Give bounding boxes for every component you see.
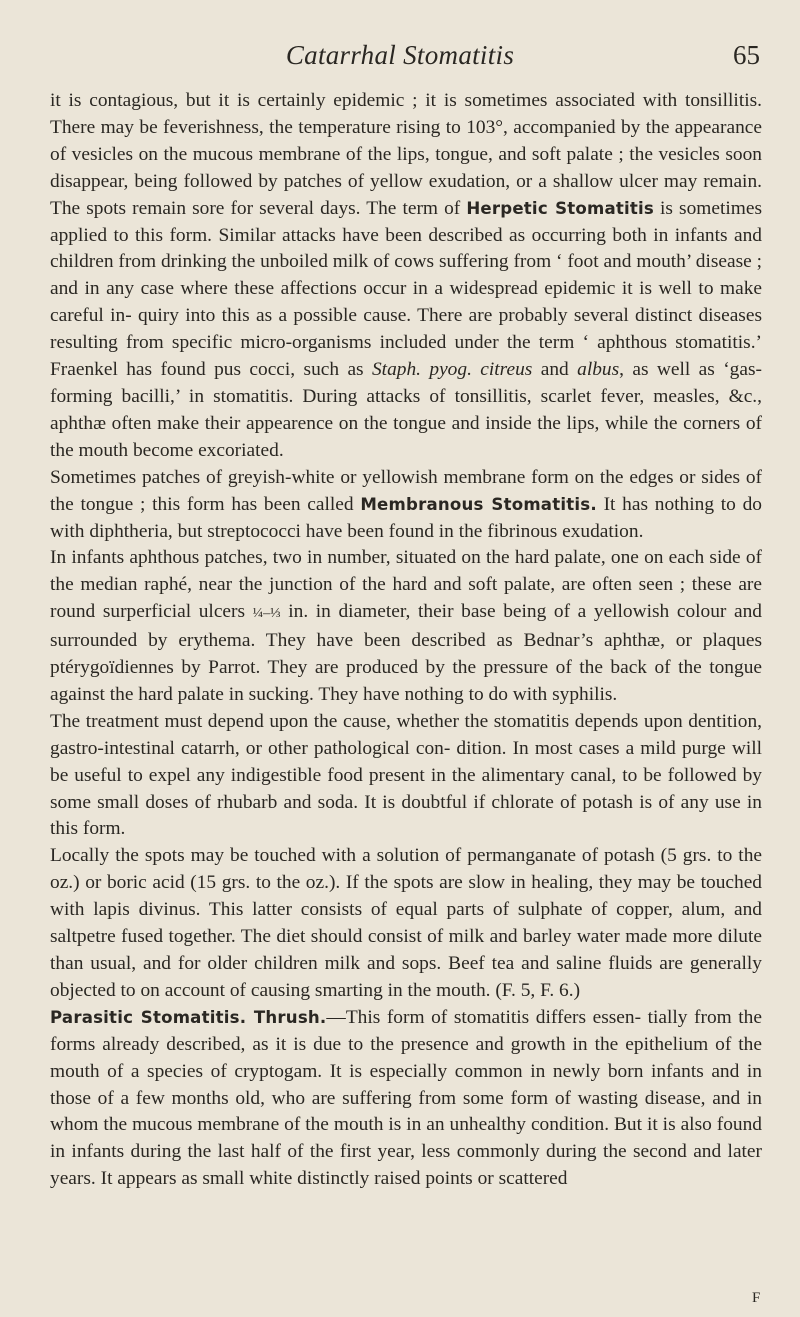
text-run: , as well as ‘gas-forming bacilli,’ in stomatitis. During attacks of tonsillitis, scarlet fever, measles, &c., aphthæ often make their appearence on the tongue and inside the lips, while the corners of the mouth become excoriated. bbox=[50, 359, 762, 461]
italic-term: Staph. pyog. citreus bbox=[371, 359, 533, 381]
paragraph-p2 bbox=[50, 465, 762, 546]
section-term: Membranous Stomatitis. bbox=[360, 494, 597, 514]
page-number: 65 bbox=[733, 40, 760, 70]
text-run: —This form of stomatitis differs essen- tially from the forms already described, as it is due to the presence and growth in the epithelium of the mouth of a species of cryptogam. It is especially common in newly born infants and in those of a few months old, who are suffering from some form of wasting disease, and in whom the mucous membrane of the mouth is in an unhealthy condition. But it is also found in infants during the last half of the first year, less commonly during the second and later years. It appears as small white distinctly raised points or scattered bbox=[50, 1006, 762, 1190]
paragraph-p4 bbox=[50, 709, 762, 844]
text-run: It has nothing to do with diphtheria, but streptococci have been found in the fibrinous exudation. bbox=[50, 493, 763, 542]
paragraph-p1 bbox=[50, 88, 762, 465]
text-run: ¼–⅓ bbox=[252, 606, 281, 622]
text-run: in. in diameter, their base being of a yellowish colour and surrounded by erythema. They have been described as Bednar’s aphthæ, or plaques ptérygoïdiennes by Parrot. They are produced by the pressure of the back of the tongue against the hard palate in sucking. They have nothing to do with syphilis. bbox=[50, 601, 762, 705]
body-text bbox=[50, 88, 762, 1193]
italic-term: albus bbox=[577, 359, 620, 381]
text-run: The treatment must depend upon the cause, whether the stomatitis depends upon dentition, gastro-intestinal catarrh, or other pathological con- dition. In most cases a mild purge will be useful to expel any indigestible food present in the alimentary canal, to be followed by some small doses of rhubarb and soda. It is doubtful if chlorate of potash is of any use in this form. bbox=[50, 710, 762, 840]
paragraph-p3 bbox=[50, 545, 762, 708]
running-title: Catarrhal Stomatitis bbox=[285, 40, 515, 70]
running-head bbox=[0, 40, 800, 80]
text-run: is sometimes applied to this form. Similar attacks have been described as occurring both in infants and children from drinking the unboiled milk of cows suffering from ‘ foot and mouth’ disease ; and in any case where these affections occur in a widespread epidemic it is well to make careful in- quiry into this as a possible cause. There are probably several distinct diseases resulting from specific micro-organisms included under the term ‘ aphthous stomatitis.’ Fraenkel has found pus cocci, such as bbox=[50, 197, 762, 381]
text-run: it is contagious, but it is certainly epidemic ; it is sometimes associated with tonsillitis. There may be feverishness, the temperature rising to 103°, accompanied by the appearance of vesicles on the mucous membrane of the lips, tongue, and soft palate ; the vesicles soon disappear, being followed by patches of yellow exudation, or a shallow ulcer may remain. The spots remain sore for several days. The term of bbox=[50, 90, 762, 219]
paragraph-p6 bbox=[50, 1005, 762, 1193]
paragraph-p5 bbox=[50, 843, 762, 1004]
text-run: Sometimes patches of greyish-white or yellowish membrane form on the edges or sides of the tongue ; this form has been called bbox=[50, 466, 762, 515]
section-term: Herpetic Stomatitis bbox=[466, 198, 654, 218]
text-run: and bbox=[532, 359, 578, 381]
text-run: Locally the spots may be touched with a solution of permanganate of potash (5 grs. to the oz.) or boric acid (15 grs. to the oz.). If the spots are slow in healing, they may be touched with lapis divinus. This latter consists of equal parts of sulphate of copper, alum, and saltpetre fused together. The diet should consist of milk and barley water made more dilute than usual, and for older children milk and sops. Beef tea and saline fluids are generally objected to on account of causing smarting in the mouth. (F. 5, F. 6.) bbox=[50, 845, 762, 1001]
text-run: In infants aphthous patches, two in number, situated on the hard palate, one on each side of the median raphé, near the junction of the hard and soft palate, are often seen ; these are round surperficial ulcers bbox=[50, 547, 762, 623]
signature-mark: F bbox=[752, 1290, 761, 1306]
section-term: Parasitic Stomatitis. Thrush. bbox=[50, 1007, 327, 1027]
